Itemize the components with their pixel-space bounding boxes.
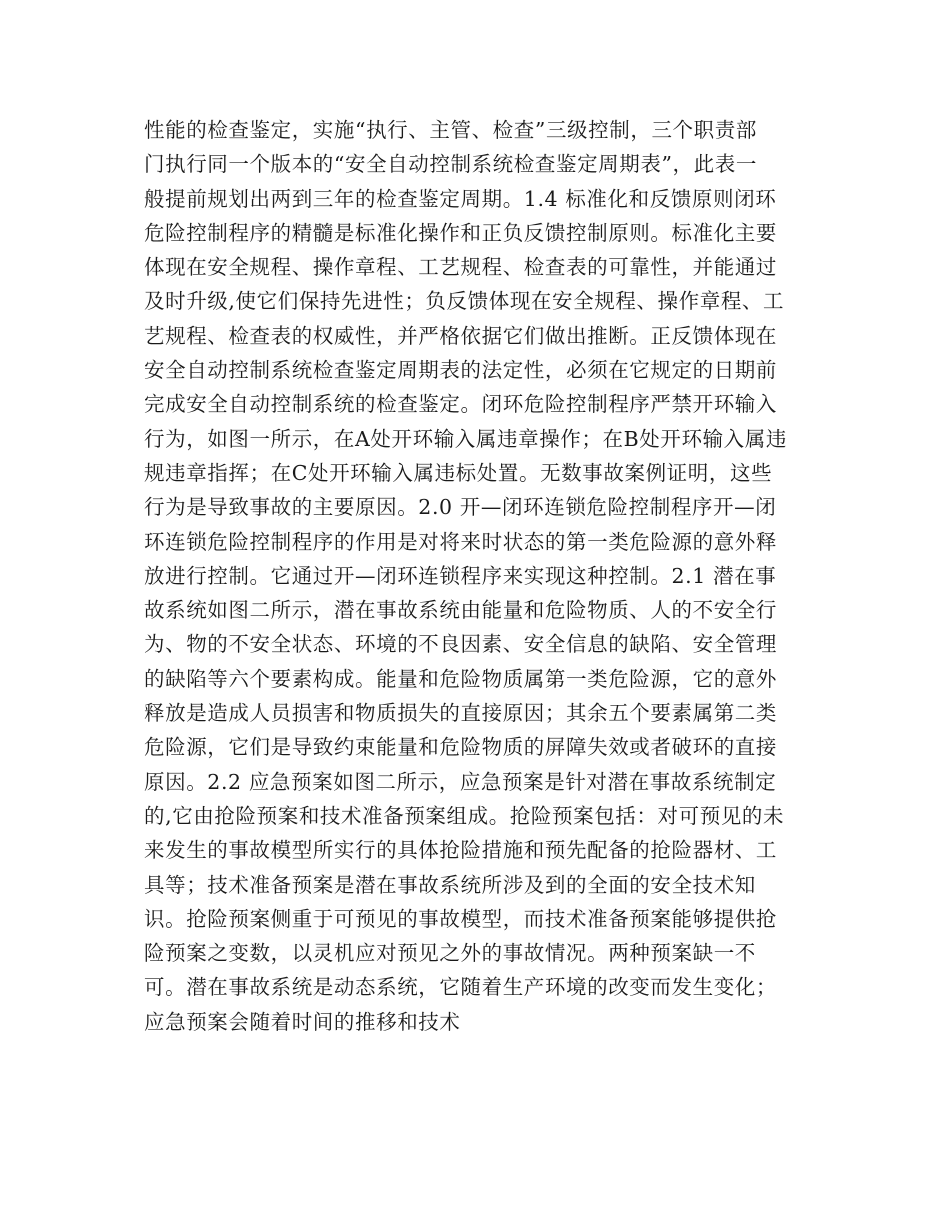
text-line: 危险源，它们是导致约束能量和危险物质的屏障失效或者破环的直接 [144,735,777,760]
text-line: 释放是造成人员损害和物质损失的直接原因；其余五个要素属第二类 [144,701,777,726]
text-line: 可。潜在事故系统是动态系统，它随着生产环境的改变而发生变化； [144,975,777,1000]
text-line: 来发生的事故模型所实行的具体抢险措施和预先配备的抢险器材、工 [144,838,777,863]
text-line: 原因。2.2 应急预案如图二所示，应急预案是针对潜在事故系统制定 [144,769,777,794]
text-line: 危险控制程序的精髓是标准化操作和正负反馈控制原则。标准化主要 [144,220,777,245]
text-line: 门执行同一个版本的“安全自动控制系统检查鉴定周期表”，此表一 [144,152,757,177]
text-line: 行为，如图一所示，在A处开环输入属违章操作；在B处开环输入属违 [144,426,787,451]
text-line: 识。抢险预案侧重于可预见的事故模型，而技术准备预案能够提供抢 [144,906,777,931]
text-line: 行为是导致事故的主要原因。2.0 开—闭环连锁危险控制程序开—闭 [144,495,777,520]
text-line: 险预案之变数，以灵机应对预见之外的事故情况。两种预案缺一不 [144,941,756,966]
text-line: 放进行控制。它通过开—闭环连锁程序来实现这种控制。2.1 潜在事 [144,563,777,588]
text-line: 般提前规划出两到三年的检查鉴定周期。1.4 标准化和反馈原则闭环 [144,186,777,211]
text-line: 及时升级,使它们保持先进性；负反馈体现在安全规程、操作章程、工 [144,289,785,314]
text-line: 规违章指挥；在C处开环输入属违标处置。无数事故案例证明，这些 [144,460,773,485]
text-line: 故系统如图二所示，潜在事故系统由能量和危险物质、人的不安全行 [144,598,777,623]
text-line: 的,它由抢险预案和技术准备预案组成。抢险预案包括：对可预见的未 [144,803,785,828]
text-line: 的缺陷等六个要素构成。能量和危险物质属第一类危险源，它的意外 [144,666,777,691]
text-line: 艺规程、检查表的权威性，并严格依据它们做出推断。正反馈体现在 [144,323,777,348]
text-line: 完成安全自动控制系统的检查鉴定。闭环危险控制程序严禁开环输入 [144,392,777,417]
text-line: 安全自动控制系统检查鉴定周期表的法定性，必须在它规定的日期前 [144,358,777,383]
text-line: 应急预案会随着时间的推移和技术 [144,1009,461,1034]
text-line: 具等；技术准备预案是潜在事故系统所涉及到的全面的安全技术知 [144,872,756,897]
text-line: 体现在安全规程、操作章程、工艺规程、检查表的可靠性，并能通过 [144,255,777,280]
text-line: 性能的检查鉴定，实施“执行、主管、检查”三级控制，三个职责部 [144,118,757,142]
body-text [144,113,824,1039]
text-line: 为、物的不安全状态、环境的不良因素、安全信息的缺陷、安全管理 [144,632,777,657]
text-line: 环连锁危险控制程序的作用是对将来时状态的第一类危险源的意外释 [144,529,777,554]
